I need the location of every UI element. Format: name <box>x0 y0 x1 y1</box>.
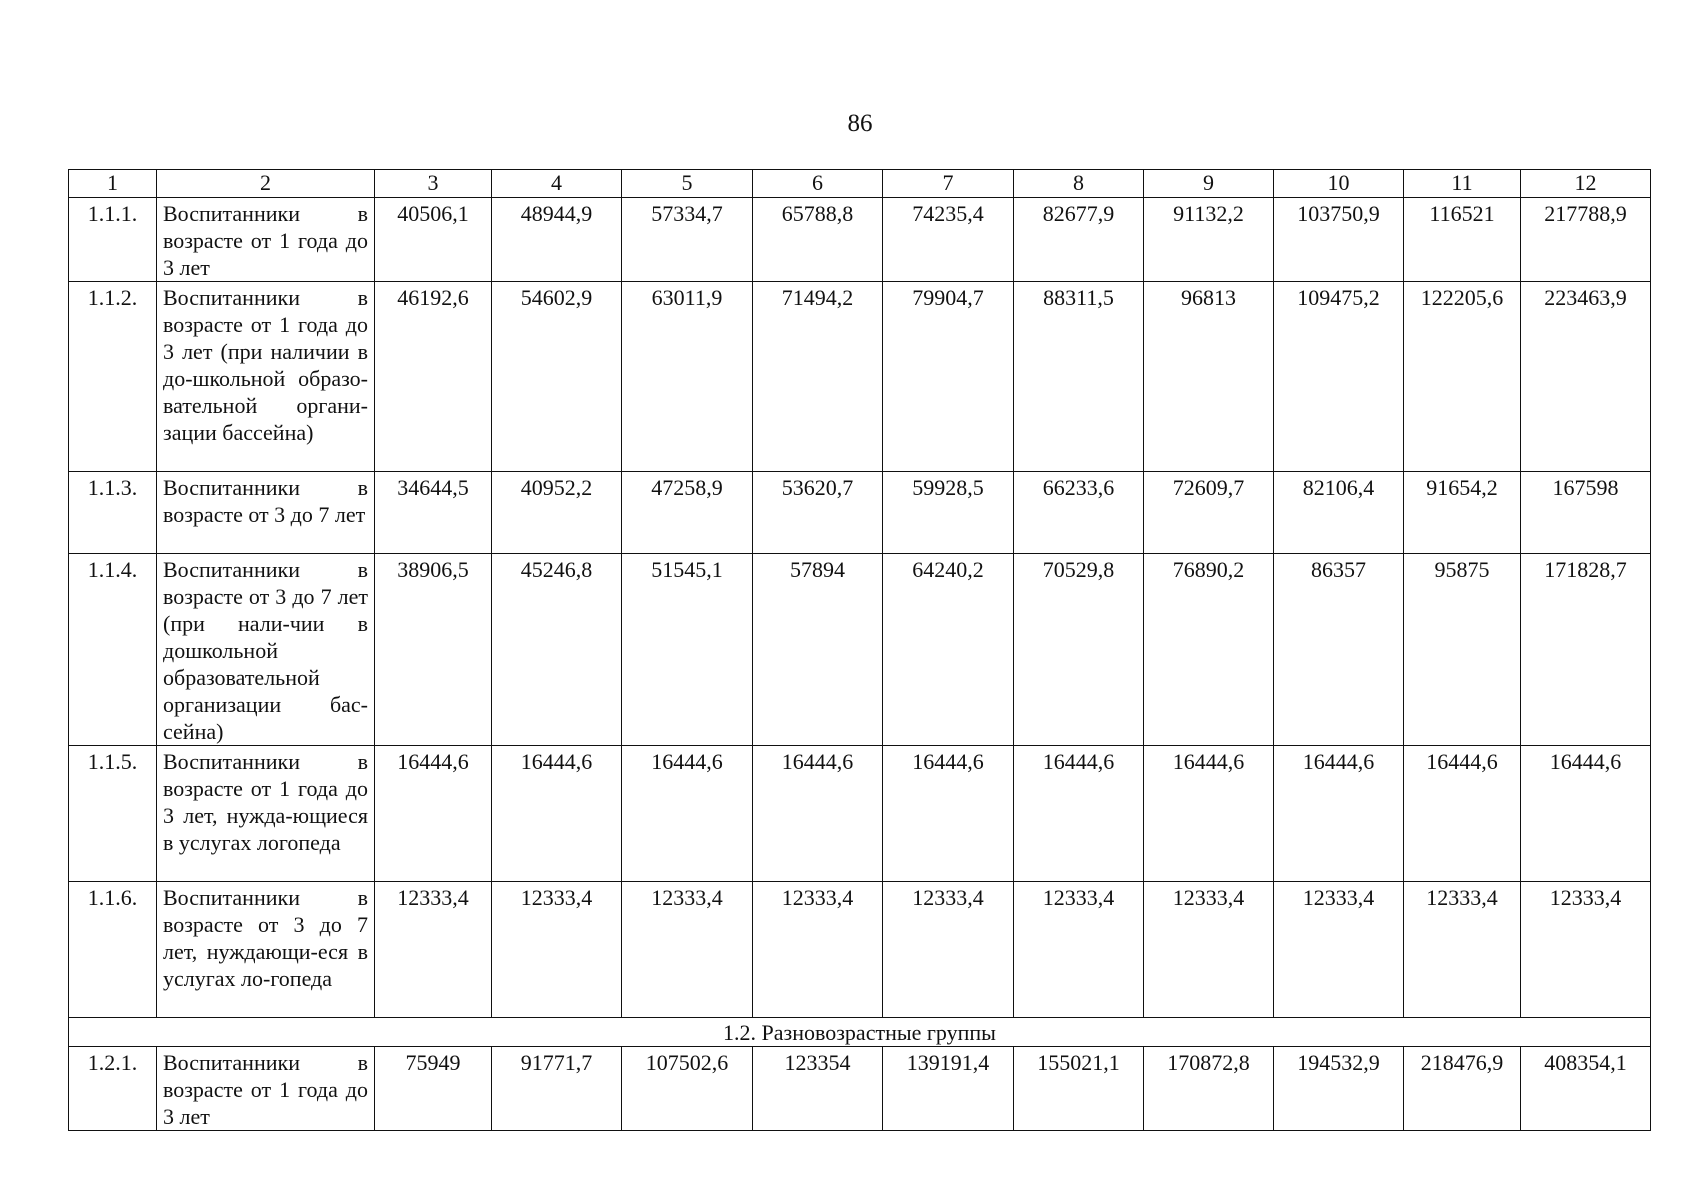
value-cell: 95875 <box>1404 554 1521 746</box>
row-code: 1.1.2. <box>69 282 157 472</box>
column-number: 8 <box>1014 170 1144 198</box>
value-cell: 57894 <box>753 554 883 746</box>
value-cell: 123354 <box>753 1047 883 1131</box>
value-cell: 12333,4 <box>375 882 492 1018</box>
column-number: 10 <box>1274 170 1404 198</box>
section-heading: 1.2. Разновозрастные группы <box>69 1018 1651 1047</box>
value-cell: 46192,6 <box>375 282 492 472</box>
value-cell: 82677,9 <box>1014 198 1144 282</box>
value-cell: 12333,4 <box>1274 882 1404 1018</box>
value-cell: 54602,9 <box>492 282 622 472</box>
row-description: Воспитанники в возрасте от 1 года до 3 лет, нужда-ющиеся в услугах логопеда <box>157 746 375 882</box>
column-number: 2 <box>157 170 375 198</box>
value-cell: 63011,9 <box>622 282 753 472</box>
value-cell: 74235,4 <box>883 198 1014 282</box>
tariff-table <box>68 169 1651 1131</box>
value-cell: 12333,4 <box>492 882 622 1018</box>
table-row <box>69 282 1651 472</box>
row-code: 1.1.5. <box>69 746 157 882</box>
value-cell: 75949 <box>375 1047 492 1131</box>
value-cell: 76890,2 <box>1144 554 1274 746</box>
value-cell: 65788,8 <box>753 198 883 282</box>
table-row <box>69 746 1651 882</box>
column-number: 1 <box>69 170 157 198</box>
row-description: Воспитанники в возрасте от 1 года до 3 лет <box>157 198 375 282</box>
column-number-row <box>69 170 1651 198</box>
value-cell: 109475,2 <box>1274 282 1404 472</box>
value-cell: 57334,7 <box>622 198 753 282</box>
value-cell: 91132,2 <box>1144 198 1274 282</box>
value-cell: 155021,1 <box>1014 1047 1144 1131</box>
value-cell: 16444,6 <box>622 746 753 882</box>
value-cell: 91654,2 <box>1404 472 1521 554</box>
value-cell: 45246,8 <box>492 554 622 746</box>
value-cell: 12333,4 <box>1404 882 1521 1018</box>
value-cell: 47258,9 <box>622 472 753 554</box>
value-cell: 107502,6 <box>622 1047 753 1131</box>
column-number: 7 <box>883 170 1014 198</box>
value-cell: 64240,2 <box>883 554 1014 746</box>
value-cell: 103750,9 <box>1274 198 1404 282</box>
value-cell: 16444,6 <box>1274 746 1404 882</box>
value-cell: 16444,6 <box>883 746 1014 882</box>
value-cell: 51545,1 <box>622 554 753 746</box>
value-cell: 171828,7 <box>1521 554 1651 746</box>
table-row <box>69 1047 1651 1131</box>
table-row <box>69 198 1651 282</box>
value-cell: 72609,7 <box>1144 472 1274 554</box>
value-cell: 12333,4 <box>1014 882 1144 1018</box>
value-cell: 88311,5 <box>1014 282 1144 472</box>
value-cell: 16444,6 <box>753 746 883 882</box>
value-cell: 170872,8 <box>1144 1047 1274 1131</box>
value-cell: 40506,1 <box>375 198 492 282</box>
value-cell: 38906,5 <box>375 554 492 746</box>
column-number: 11 <box>1404 170 1521 198</box>
value-cell: 217788,9 <box>1521 198 1651 282</box>
value-cell: 12333,4 <box>1521 882 1651 1018</box>
value-cell: 167598 <box>1521 472 1651 554</box>
value-cell: 34644,5 <box>375 472 492 554</box>
value-cell: 16444,6 <box>1521 746 1651 882</box>
section-heading-row <box>69 1018 1651 1047</box>
row-code: 1.1.1. <box>69 198 157 282</box>
row-description: Воспитанники в возрасте от 1 года до 3 лет (при наличии в до-школьной образо-вательной органи-зации бассейна) <box>157 282 375 472</box>
value-cell: 71494,2 <box>753 282 883 472</box>
value-cell: 59928,5 <box>883 472 1014 554</box>
value-cell: 12333,4 <box>753 882 883 1018</box>
column-number: 12 <box>1521 170 1651 198</box>
page-number: 86 <box>847 110 873 137</box>
value-cell: 66233,6 <box>1014 472 1144 554</box>
value-cell: 16444,6 <box>1404 746 1521 882</box>
row-code: 1.1.3. <box>69 472 157 554</box>
value-cell: 40952,2 <box>492 472 622 554</box>
row-code: 1.1.4. <box>69 554 157 746</box>
table-row <box>69 472 1651 554</box>
value-cell: 12333,4 <box>883 882 1014 1018</box>
value-cell: 53620,7 <box>753 472 883 554</box>
row-description: Воспитанники в возрасте от 3 до 7 лет <box>157 472 375 554</box>
column-number: 6 <box>753 170 883 198</box>
column-number: 4 <box>492 170 622 198</box>
value-cell: 12333,4 <box>622 882 753 1018</box>
table-row <box>69 554 1651 746</box>
value-cell: 408354,1 <box>1521 1047 1651 1131</box>
row-description: Воспитанники в возрасте от 3 до 7 лет, нуждающи-еся в услугах ло-гопеда <box>157 882 375 1018</box>
value-cell: 12333,4 <box>1144 882 1274 1018</box>
value-cell: 16444,6 <box>1014 746 1144 882</box>
column-number: 5 <box>622 170 753 198</box>
value-cell: 194532,9 <box>1274 1047 1404 1131</box>
row-code: 1.2.1. <box>69 1047 157 1131</box>
row-description: Воспитанники в возрасте от 3 до 7 лет (при нали-чии в дошкольной образовательной организации бас-сейна) <box>157 554 375 746</box>
value-cell: 16444,6 <box>492 746 622 882</box>
value-cell: 16444,6 <box>1144 746 1274 882</box>
row-code: 1.1.6. <box>69 882 157 1018</box>
table-row <box>69 882 1651 1018</box>
row-description: Воспитанники в возрасте от 1 года до 3 лет <box>157 1047 375 1131</box>
column-number: 3 <box>375 170 492 198</box>
column-number: 9 <box>1144 170 1274 198</box>
value-cell: 139191,4 <box>883 1047 1014 1131</box>
value-cell: 218476,9 <box>1404 1047 1521 1131</box>
value-cell: 96813 <box>1144 282 1274 472</box>
value-cell: 223463,9 <box>1521 282 1651 472</box>
value-cell: 70529,8 <box>1014 554 1144 746</box>
value-cell: 116521 <box>1404 198 1521 282</box>
value-cell: 122205,6 <box>1404 282 1521 472</box>
value-cell: 82106,4 <box>1274 472 1404 554</box>
value-cell: 86357 <box>1274 554 1404 746</box>
value-cell: 48944,9 <box>492 198 622 282</box>
value-cell: 91771,7 <box>492 1047 622 1131</box>
value-cell: 16444,6 <box>375 746 492 882</box>
value-cell: 79904,7 <box>883 282 1014 472</box>
